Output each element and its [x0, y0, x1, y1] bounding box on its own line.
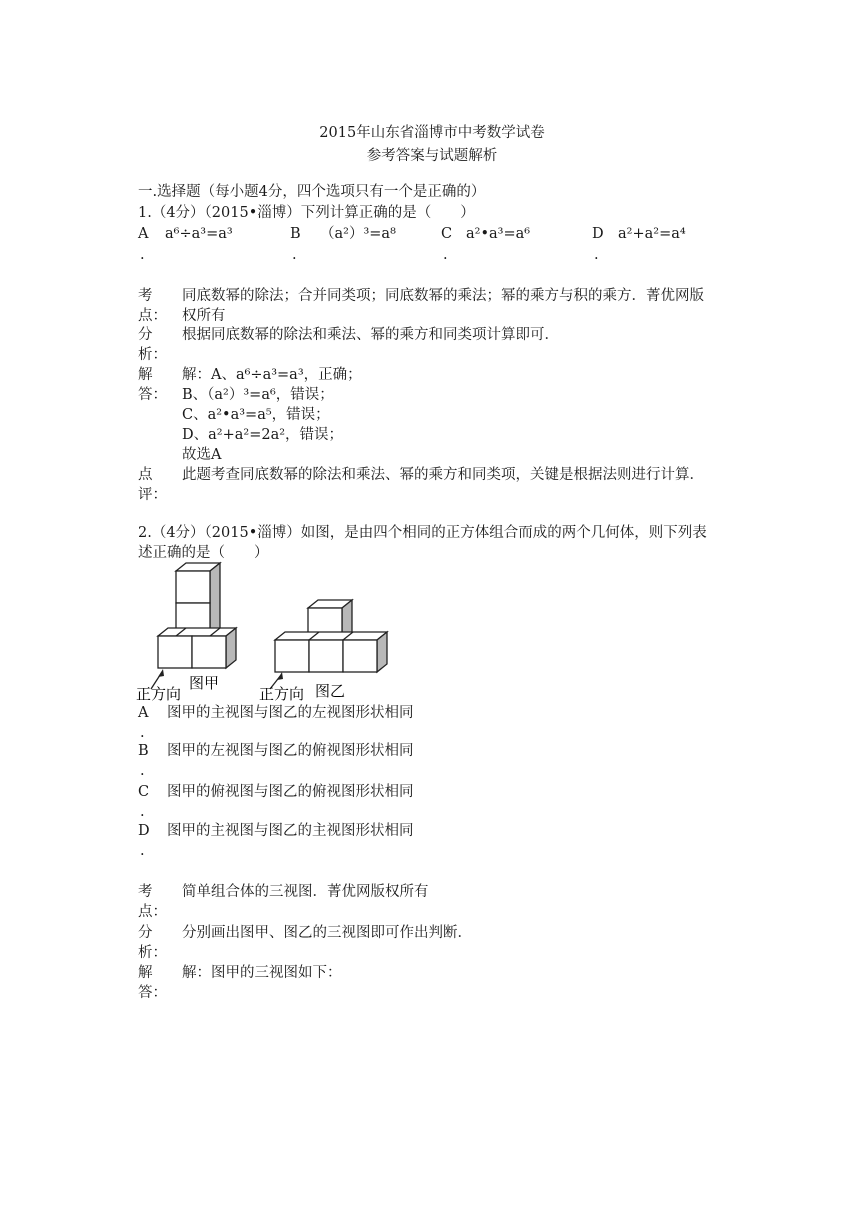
q2-option-c-text: 图甲的俯视图与图乙的俯视图形状相同 [167, 784, 414, 800]
q1-option-c-letter: C [441, 226, 453, 242]
q2-option-b-dot: . [140, 763, 145, 779]
page-subtitle: 参考答案与试题解析 [366, 148, 498, 164]
yi-figure-name: 图乙 [315, 682, 346, 700]
q2-option-b-letter: B [138, 743, 149, 759]
q1-option-b-text: （a²）³=a⁸ [320, 226, 396, 242]
q2-stem-line-1: 2.（4分）（2015•淄博）如图，是由四个相同的正方体组合而成的两个几何体，则下列表 [138, 525, 707, 541]
q1-dianping-line-1: 此题考查同底数幂的除法和乘法、幂的乘方和同类项，关键是根据法则进行计算． [182, 467, 704, 483]
q1-fenxi-label-1: 分 [138, 327, 153, 343]
q1-option-c-text: a²•a³=a⁶ [466, 226, 531, 242]
jia-bottom-right-cube-front-face [192, 636, 226, 668]
q2-kaodian-label-1: 考 [138, 884, 153, 900]
q2-option-a-text: 图甲的主视图与图乙的左视图形状相同 [167, 705, 414, 721]
q1-option-d-letter: D [592, 226, 604, 242]
q1-dianping-label-2: 评： [138, 487, 167, 503]
q1-kaodian-line-2: 权所有 [182, 308, 226, 324]
q2-fenxi-line-1: 分别画出图甲、图乙的三视图即可作出判断． [182, 925, 472, 941]
q1-jieda-line-2: B、（a²）³=a⁶，错误； [182, 387, 334, 403]
q2-option-d-dot: . [140, 843, 145, 859]
q1-option-b-dot: . [292, 247, 297, 263]
q2-stem-line-2: 述正确的是（ ） [138, 545, 269, 561]
yi-bottom-row-right-face [377, 632, 387, 672]
yi-bottom-middle-cube-front-face [309, 640, 343, 672]
jia-bottom-row-right-face [226, 628, 236, 668]
q2-option-a-letter: A [138, 705, 149, 721]
q2-jieda-line-1: 解：图甲的三视图如下： [182, 965, 342, 981]
yi-direction-arrow-head [277, 672, 283, 680]
q1-option-a-text: a⁶÷a³=a³ [165, 226, 233, 242]
q1-option-a-dot: . [140, 247, 145, 263]
q2-jieda-label-2: 答： [138, 985, 167, 1001]
q1-jieda-line-5: 故选A [182, 447, 222, 463]
yi-direction-label: 正方向 [259, 685, 305, 703]
q2-kaodian-label-2: 点： [138, 904, 167, 920]
q2-option-a-dot: . [140, 725, 145, 741]
jia-direction-label: 正方向 [136, 685, 182, 703]
figure-jia [151, 563, 236, 689]
q2-option-d-text: 图甲的主视图与图乙的主视图形状相同 [167, 823, 414, 839]
q1-option-c-dot: . [443, 247, 448, 263]
yi-bottom-right-cube-front-face [343, 640, 377, 672]
q2-option-b-text: 图甲的左视图与图乙的俯视图形状相同 [167, 743, 414, 759]
yi-bottom-left-cube-front-face [275, 640, 309, 672]
q1-option-d-dot: . [594, 247, 599, 263]
q1-kaodian-label-2: 点： [138, 308, 167, 324]
jia-column-right-face [210, 563, 220, 636]
q1-option-a-letter: A [138, 226, 149, 242]
q2-jieda-label-1: 解 [138, 965, 153, 981]
section-heading: 一.选择题（每小题4分，四个选项只有一个是正确的） [138, 184, 486, 200]
jia-bottom-row-top-face [158, 628, 236, 636]
q1-fenxi-line-1: 根据同底数幂的除法和乘法、幂的乘方和同类项计算即可． [182, 327, 559, 343]
q2-option-c-dot: . [140, 804, 145, 820]
jia-bottom-left-cube-front-face [158, 636, 192, 668]
jia-figure-name: 图甲 [189, 674, 220, 692]
yi-bottom-row-top-face [275, 632, 387, 640]
q2-kaodian-line-1: 简单组合体的三视图．菁优网版权所有 [182, 884, 429, 900]
q1-jieda-line-4: D、a²+a²=2a²，错误； [182, 427, 344, 443]
q2-fenxi-label-2: 析： [138, 945, 167, 961]
q2-fenxi-label-1: 分 [138, 925, 153, 941]
q2-option-c-letter: C [138, 784, 150, 800]
q1-jieda-line-3: C、a²•a³=a⁵，错误； [182, 407, 330, 423]
jia-top-cube-front-face [176, 571, 210, 603]
q1-kaodian-label-1: 考 [138, 288, 153, 304]
page-title: 2015年山东省淄博市中考数学试卷 [319, 125, 545, 141]
q1-option-d-text: a²+a²=a⁴ [618, 226, 686, 242]
jia-direction-arrow-head [158, 669, 164, 677]
q2-option-d-letter: D [138, 823, 150, 839]
q1-dianping-label-1: 点 [138, 467, 153, 483]
q2-figure [130, 555, 400, 695]
q1-jieda-label-1: 解 [138, 367, 153, 383]
q1-option-b-letter: B [290, 226, 301, 242]
q1-stem: 1.（4分）（2015•淄博）下列计算正确的是（ ） [138, 205, 475, 221]
q1-fenxi-label-2: 析： [138, 347, 167, 363]
q1-jieda-line-1: 解：A、a⁶÷a³=a³，正确； [182, 367, 362, 383]
q1-kaodian-line-1: 同底数幂的除法；合并同类项；同底数幂的乘法；幂的乘方与积的乘方．菁优网版 [182, 288, 704, 304]
figure-yi [270, 600, 387, 689]
q1-jieda-label-2: 答： [138, 387, 167, 403]
